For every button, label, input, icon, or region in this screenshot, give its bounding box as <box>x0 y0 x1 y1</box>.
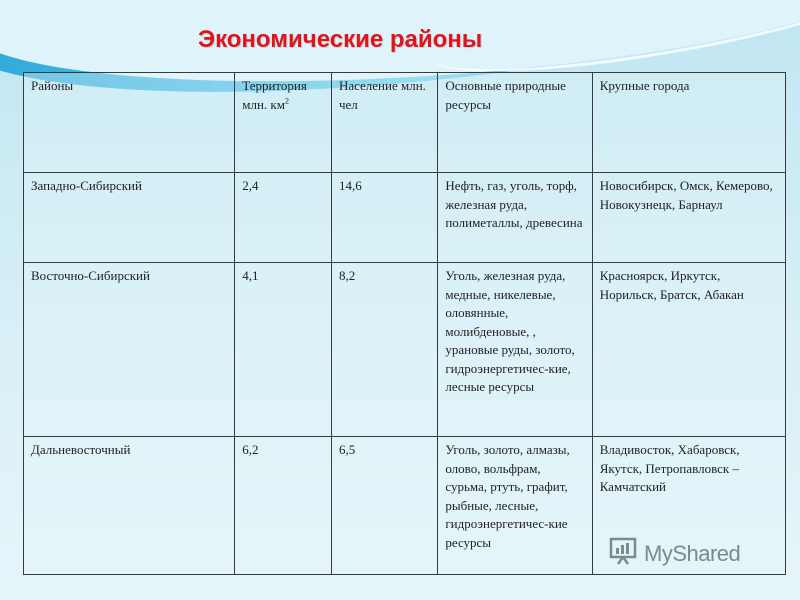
table-row <box>24 263 786 437</box>
table-row <box>24 173 786 263</box>
cell-population: 14,6 <box>331 173 437 263</box>
cell-territory: 6,2 <box>235 437 332 575</box>
header-territory <box>235 73 332 173</box>
cell-population: 8,2 <box>331 263 437 437</box>
myshared-watermark <box>608 536 740 571</box>
table-header-row <box>24 73 786 173</box>
cell-territory: 2,4 <box>235 173 332 263</box>
regions-table <box>23 72 786 575</box>
cell-cities: Красноярск, Иркутск, Норильск, Братск, Абакан <box>592 263 785 437</box>
cell-resources: Уголь, золото, алмазы, олово, вольфрам, сурьма, ртуть, графит, рыбные, лесные, гидроэнергетичес-кие ресурсы <box>438 437 592 575</box>
header-territory-label: Территория млн. км <box>242 78 307 112</box>
header-resources: Основные природные ресурсы <box>438 73 592 173</box>
cell-cities: Новосибирск, Омск, Кемерово, Новокузнецк, Барнаул <box>592 173 785 263</box>
cell-region: Дальневосточный <box>24 437 235 575</box>
cell-region: Восточно-Сибирский <box>24 263 235 437</box>
header-population: Население млн. чел <box>331 73 437 173</box>
header-territory-superscript: 2 <box>284 96 289 106</box>
cell-region: Западно-Сибирский <box>24 173 235 263</box>
cell-resources: Уголь, железная руда, медные, никелевые, оловянные, молибденовые, , урановые руды, золото, гидроэнергетичес-кие, лесные ресурсы <box>438 263 592 437</box>
header-cities: Крупные города <box>592 73 785 173</box>
header-region: Районы <box>24 73 235 173</box>
cell-population: 6,5 <box>331 437 437 575</box>
cell-cities: Владивосток, Хабаровск, Якутск, Петропавловск – Камчатский <box>592 437 785 575</box>
cell-resources: Нефть, газ, уголь, торф, железная руда, полиметаллы, древесина <box>438 173 592 263</box>
cell-territory: 4,1 <box>235 263 332 437</box>
watermark-text: MyShared <box>644 540 741 566</box>
slide-title: Экономические районы <box>198 26 483 53</box>
presentation-icon <box>608 536 638 571</box>
